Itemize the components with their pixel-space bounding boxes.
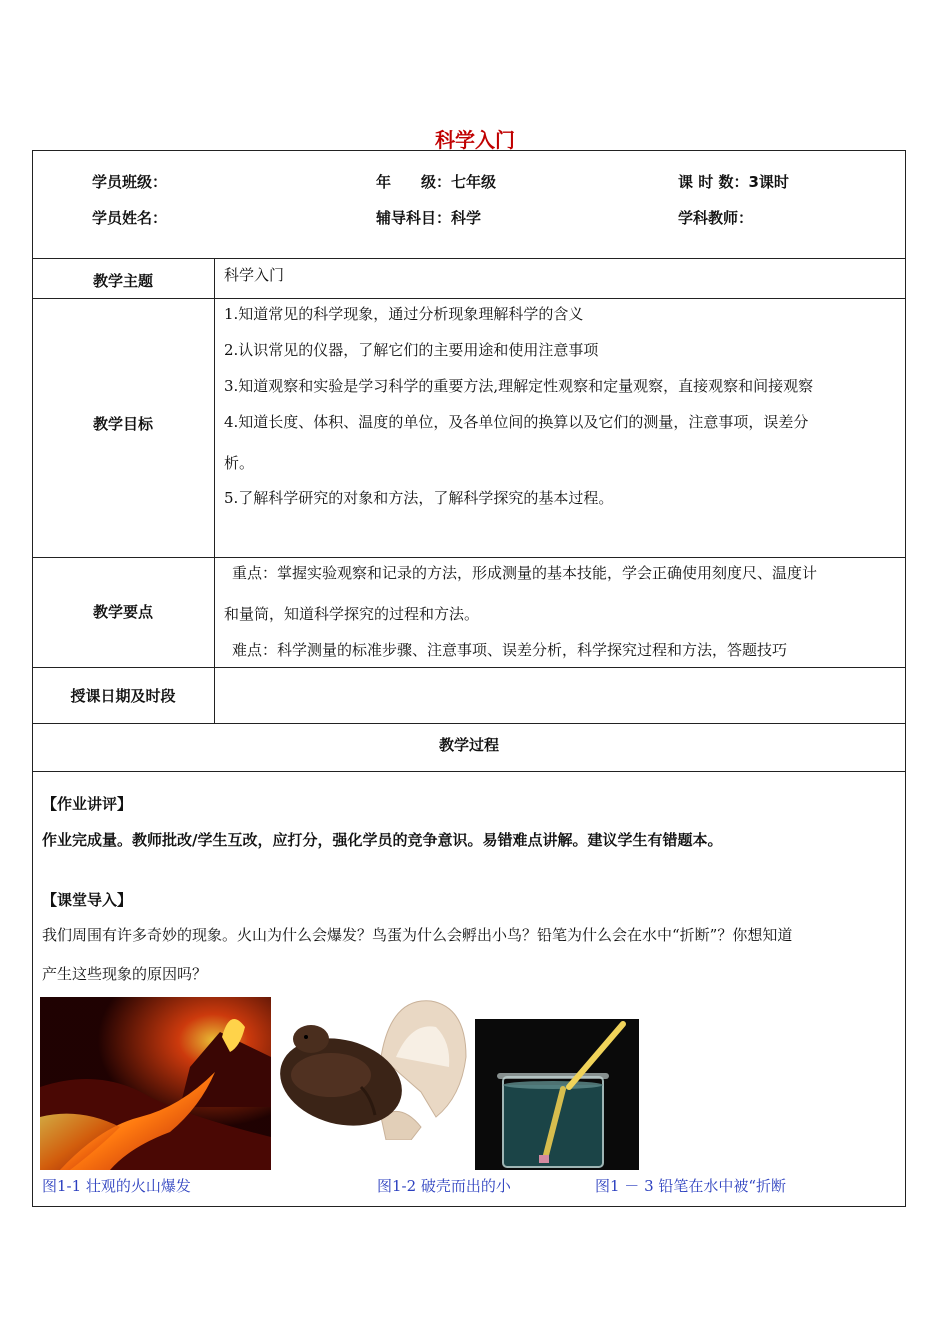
subject-field [376,207,481,228]
figure-caption: 图1 － 3 铅笔在水中被“折断 [595,1177,787,1195]
hatching-chick-photo [271,997,471,1140]
figure-caption: 图1-2 破壳而出的小 [377,1177,511,1195]
divider [32,667,906,668]
page-title: 科学入门 [435,128,515,152]
topic-label: 教学主题 [92,272,153,290]
figure-caption: 图1-1 壮观的火山爆发 [42,1177,191,1195]
divider [32,258,906,259]
goal-item: 析。 [224,454,255,472]
divider [32,298,906,299]
subject-label: 辅导科目： [376,209,452,227]
goal-item: 5.了解科学研究的对象和方法，了解科学探究的基本过程。 [224,489,614,507]
divider [32,723,906,724]
student-class-label: 学员班级： [92,173,168,191]
hours-value: 3课时 [748,173,789,191]
homework-text: 作业完成量。教师批改/学生互改，应打分，强化学员的竞争意识。易错难点讲解。建议学生有错题本。 [42,831,723,849]
goal-item: 4.知道长度、体积、温度的单位，及各单位间的换算以及它们的测量，注意事项，误差分 [224,413,809,431]
divider [32,771,906,772]
intro-text: 我们周围有许多奇妙的现象。火山为什么会爆发？鸟蛋为什么会孵出小鸟？铅笔为什么会在水中“折断”？你想知道 [42,926,793,944]
subject-value: 科学 [451,209,482,227]
keypoint-item: 和量筒，知道科学探究的过程和方法。 [224,605,480,623]
grade-field [376,171,496,192]
grade-value: 七年级 [451,173,497,191]
hours-field [678,171,789,192]
column-divider [214,258,215,723]
keypoint-item: 重点：掌握实验观察和记录的方法，形成测量的基本技能，学会正确使用刻度尺、温度计 [232,564,818,582]
divider [32,557,906,558]
topic-value: 科学入门 [224,266,285,284]
grade-label: 年 级： [376,173,452,191]
teacher-label: 学科教师： [678,209,754,227]
process-label: 教学过程 [438,736,499,754]
date-label: 授课日期及时段 [70,687,176,705]
intro-heading: 【课堂导入】 [42,891,133,909]
intro-text: 产生这些现象的原因吗？ [42,965,208,983]
goal-item: 3.知道观察和实验是学习科学的重要方法,理解定性观察和定量观察，直接观察和间接观察 [224,377,814,395]
keypoint-item: 难点：科学测量的标准步骤、注意事项、误差分析，科学探究过程和方法，答题技巧 [232,641,788,659]
goal-item: 2.认识常见的仪器，了解它们的主要用途和使用注意事项 [224,341,599,359]
pencil-in-water-photo [475,1019,639,1170]
homework-heading: 【作业讲评】 [42,795,133,813]
hours-label: 课 时 数： [678,173,749,191]
goals-label: 教学目标 [92,415,153,433]
keypoints-label: 教学要点 [92,603,153,621]
volcano-photo [40,997,271,1170]
student-name-label: 学员姓名： [92,209,168,227]
goal-item: 1.知道常见的科学现象，通过分析现象理解科学的含义 [224,305,584,323]
